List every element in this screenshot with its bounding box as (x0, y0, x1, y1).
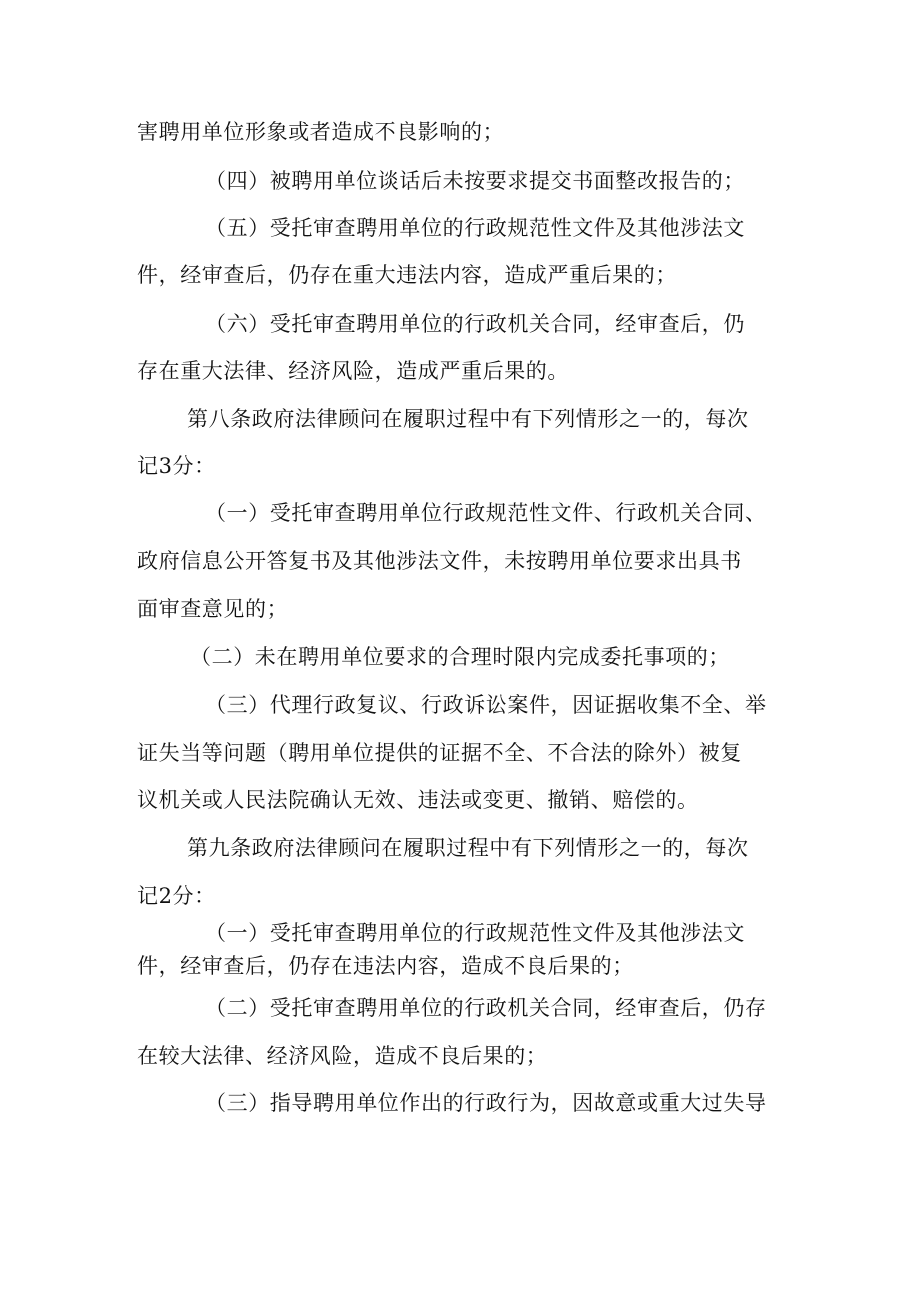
paragraph-line: （四）被聘用单位谈话后未按要求提交书面整改报告的； (205, 169, 745, 193)
paragraph-line: 件，经审查后，仍存在重大违法内容，造成严重后果的； (137, 263, 677, 287)
paragraph-line: （二）未在聘用单位要求的合理时限内完成委托事项的； (190, 645, 730, 669)
paragraph-line: 证失当等问题（聘用单位提供的证据不全、不合法的除外）被复 (137, 741, 742, 765)
paragraph-line: 第八条政府法律顾问在履职过程中有下列情形之一的，每次 (187, 407, 749, 431)
paragraph-line: 政府信息公开答复书及其他涉法文件，未按聘用单位要求出具书 (137, 549, 742, 573)
paragraph-line: 在较大法律、经济风险，造成不良后果的； (137, 1044, 548, 1068)
paragraph-line: （一）受托审查聘用单位的行政规范性文件及其他涉法文 (205, 921, 745, 945)
paragraph-line: （五）受托审查聘用单位的行政规范性文件及其他涉法文 (205, 216, 745, 240)
paragraph-line: 件，经审查后，仍存在违法内容，造成不良后果的； (137, 954, 634, 978)
paragraph-line: （一）受托审查聘用单位行政规范性文件、行政机关合同、 (205, 501, 767, 525)
paragraph-line: 存在重大法律、经济风险，造成严重后果的。 (137, 359, 569, 383)
paragraph-line: 议机关或人民法院确认无效、违法或变更、撤销、赔偿的。 (137, 788, 699, 812)
paragraph-line: （二）受托审查聘用单位的行政机关合同，经审查后，仍存 (205, 996, 767, 1020)
paragraph-line: 记2分： (137, 884, 216, 908)
paragraph-line: 面审查意见的； (137, 597, 289, 621)
paragraph-line: （三）代理行政复议、行政诉讼案件，因证据收集不全、举 (205, 693, 767, 717)
paragraph-line: （六）受托审查聘用单位的行政机关合同，经审查后，仍 (205, 312, 745, 336)
paragraph-line: 第九条政府法律顾问在履职过程中有下列情形之一的，每次 (187, 836, 749, 860)
paragraph-line: （三）指导聘用单位作出的行政行为，因故意或重大过失导 (205, 1091, 767, 1115)
paragraph-line: 害聘用单位形象或者造成不良影响的； (137, 120, 505, 144)
paragraph-line: 记3分： (137, 454, 216, 478)
